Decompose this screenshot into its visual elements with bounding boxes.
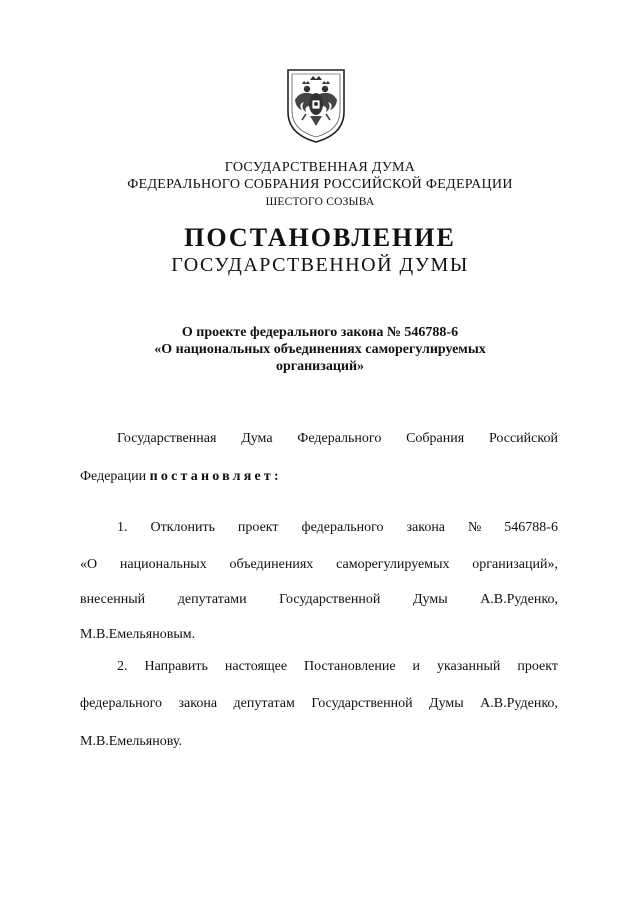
word: Думы xyxy=(429,696,464,711)
word: депутатам xyxy=(233,696,295,711)
word: федерального xyxy=(80,696,163,711)
word: Государственная xyxy=(117,431,217,446)
word: организаций», xyxy=(472,557,558,572)
word: «О xyxy=(80,557,98,572)
word: 1. xyxy=(117,520,128,535)
item2-line-2 xyxy=(80,694,558,714)
word: Отклонить xyxy=(150,520,215,535)
word: А.В.Руденко, xyxy=(480,592,558,607)
subject-line-2: «О национальных объединениях саморегулируемых xyxy=(154,342,486,357)
word: саморегулируемых xyxy=(336,557,450,572)
subject-line-1: О проекте федерального закона № 546788-6 xyxy=(181,325,459,340)
word: Направить xyxy=(144,659,208,674)
word: Думы xyxy=(412,592,448,607)
word: закона xyxy=(406,520,446,535)
document-type-subtitle: ГОСУДАРСТВЕННОЙ ДУМЫ xyxy=(171,254,469,276)
word: указанный xyxy=(436,659,501,674)
word: 2. xyxy=(117,659,128,674)
item2-line-3: М.В.Емельянову. xyxy=(80,734,182,749)
word: Российской xyxy=(488,431,558,446)
word: 546788-6 xyxy=(504,520,558,535)
word: настоящее xyxy=(224,659,288,674)
resolves-verb: постановляет: xyxy=(149,469,282,484)
item1-line-4: М.В.Емельяновым. xyxy=(80,627,196,642)
item1-line-3 xyxy=(80,590,558,610)
word: депутатами xyxy=(177,592,247,607)
subject-line-3: организаций» xyxy=(275,359,365,374)
item2-line-1 xyxy=(117,657,558,677)
word: Дума xyxy=(241,431,273,446)
org-name-line-1: ГОСУДАРСТВЕННАЯ ДУМА xyxy=(224,160,416,175)
word: Государственной xyxy=(311,696,413,711)
word: Постановление xyxy=(304,659,396,674)
word: национальных xyxy=(119,557,207,572)
word: закона xyxy=(178,696,218,711)
item1-line-2 xyxy=(80,555,558,575)
convocation: ШЕСТОГО СОЗЫВА xyxy=(265,196,375,208)
word: объединениях xyxy=(229,557,314,572)
word: А.В.Руденко, xyxy=(480,696,558,711)
word: Государственной xyxy=(279,592,381,607)
item1-line-1 xyxy=(117,518,558,538)
word: и xyxy=(412,659,420,674)
word: внесенный xyxy=(80,592,146,607)
document-type: ПОСТАНОВЛЕНИЕ xyxy=(184,223,456,252)
word: проект xyxy=(237,520,279,535)
coat-of-arms-icon xyxy=(280,64,352,146)
word: проект xyxy=(517,659,558,674)
preamble-federation: Федерации xyxy=(80,469,147,484)
preamble-line-1 xyxy=(117,429,558,449)
word: № xyxy=(467,520,482,535)
word: Федерального xyxy=(297,431,382,446)
word: Собрания xyxy=(406,431,465,446)
preamble-line-2 xyxy=(80,467,282,487)
word: федерального xyxy=(301,520,384,535)
org-name-line-2: ФЕДЕРАЛЬНОГО СОБРАНИЯ РОССИЙСКОЙ ФЕДЕРАЦИИ xyxy=(127,177,513,192)
